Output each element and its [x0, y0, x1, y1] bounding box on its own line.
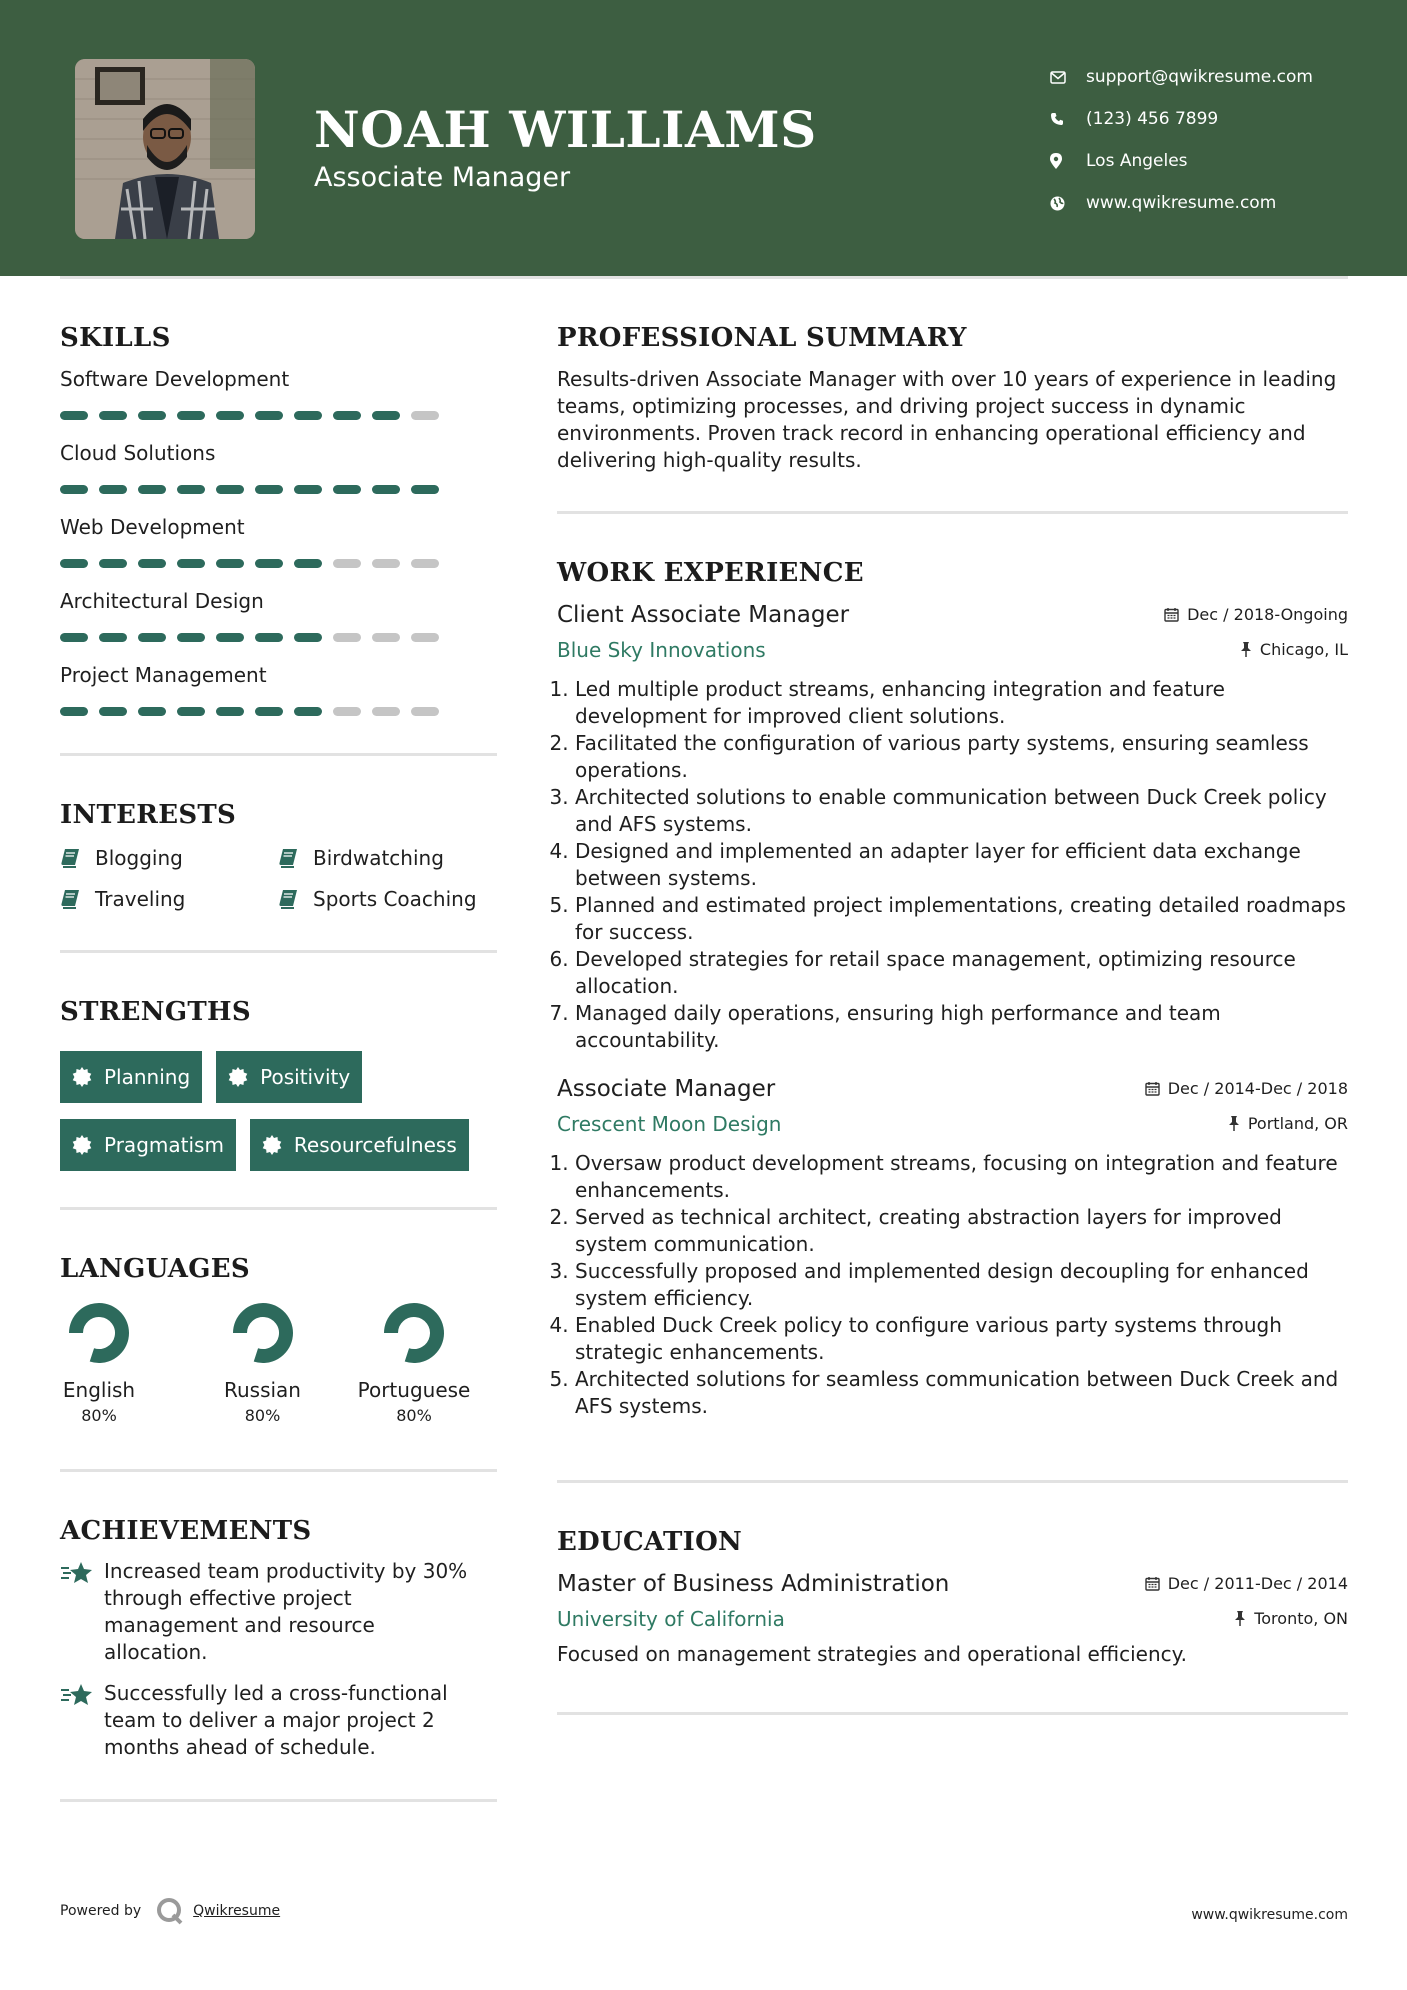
experience-section [557, 514, 1348, 1420]
footer-website[interactable]: www.qwikresume.com [1191, 1907, 1348, 1923]
skill-level-segment [177, 411, 205, 420]
skill-level-segment [138, 485, 166, 494]
skill-level-segment [294, 411, 322, 420]
skill-level-segment [372, 633, 400, 642]
footer-branding [60, 1896, 280, 1926]
degree-name: Master of Business Administration [557, 1571, 950, 1597]
language-percent: 80% [396, 1406, 432, 1425]
qwikresume-logo-icon [155, 1896, 185, 1926]
skill-level-segment [177, 707, 205, 716]
education-subheader [557, 1607, 1348, 1631]
strengths-title: STRENGTHS [60, 997, 251, 1027]
language-progress-ring [68, 1302, 130, 1364]
job-point: 6. Developed strategies for retail space management, optimizing resource allocation. [575, 946, 1348, 1000]
skill-level-segment [255, 411, 283, 420]
skill-level-segment [177, 485, 205, 494]
strength-label: Planning [104, 1065, 191, 1089]
powered-by-label: Powered by [60, 1903, 142, 1919]
interest-item [60, 846, 278, 870]
contact-list [1050, 56, 1390, 224]
summary-title: PROFESSIONAL SUMMARY [557, 323, 967, 353]
contact-location [1050, 140, 1390, 182]
skill-level-segment [255, 559, 283, 568]
job-dates-text: Dec / 2018-Ongoing [1187, 605, 1348, 624]
job-title: Associate Manager [557, 1076, 776, 1102]
skill-level-segment [99, 707, 127, 716]
skill-level-segment [372, 559, 400, 568]
job-dates-text: Dec / 2014-Dec / 2018 [1167, 1079, 1348, 1098]
contact-phone[interactable] [1050, 98, 1390, 140]
interest-item [60, 887, 278, 911]
languages-list [60, 1302, 497, 1425]
skill-level-segment [372, 485, 400, 494]
skill-level-segment [99, 633, 127, 642]
job-title: Client Associate Manager [557, 602, 850, 628]
strength-tag [60, 1051, 202, 1103]
interest-label: Blogging [95, 846, 183, 870]
skill-level-segment [333, 485, 361, 494]
skill-level-segment [294, 707, 322, 716]
language-progress-arc [240, 1310, 286, 1356]
languages-title: LANGUAGES [60, 1254, 250, 1284]
language-percent: 80% [81, 1406, 117, 1425]
skill-level-segment [216, 411, 244, 420]
language-item [60, 1302, 138, 1425]
strength-tag [60, 1119, 236, 1171]
skill-level-segment [216, 485, 244, 494]
badge-icon [262, 1135, 294, 1155]
skill-level-segment [99, 485, 127, 494]
education-description: Focused on management strategies and operational efficiency. [557, 1642, 1187, 1666]
education-section [557, 1483, 1348, 1668]
skill-level-segment [60, 707, 88, 716]
skill-level-segment [294, 485, 322, 494]
language-name: Portuguese [357, 1378, 471, 1402]
candidate-name: NOAH WILLIAMS [314, 100, 817, 159]
strength-tag [250, 1119, 469, 1171]
strength-tag [216, 1051, 362, 1103]
achievement-item [60, 1680, 497, 1761]
education-location [1234, 1609, 1348, 1628]
language-name: Russian [223, 1378, 301, 1402]
company-name: Blue Sky Innovations [557, 638, 766, 662]
skill-level-segment [333, 633, 361, 642]
skill-name: Software Development [60, 367, 290, 391]
star-award-icon [60, 1680, 104, 1761]
skill-level-segment [60, 633, 88, 642]
badge-icon [72, 1067, 104, 1087]
profile-photo [75, 59, 255, 239]
interest-label: Sports Coaching [313, 887, 477, 911]
interest-item [278, 887, 496, 911]
skill-level-segment [177, 559, 205, 568]
job-point: 1. Oversaw product development streams, focusing on integration and feature enhancements. [575, 1150, 1348, 1204]
job-location [1228, 1114, 1348, 1133]
skill-level-segment [216, 707, 244, 716]
calendar-icon [1145, 1081, 1160, 1096]
education-dates-text: Dec / 2011-Dec / 2014 [1167, 1574, 1348, 1593]
language-progress-arc [76, 1310, 122, 1356]
job-point: 2. Facilitated the configuration of various party systems, ensuring seamless operations. [575, 730, 1348, 784]
summary-section [557, 276, 1348, 474]
experience-title: WORK EXPERIENCE [557, 558, 864, 588]
skill-level-segment [294, 559, 322, 568]
skill-level-segment [138, 707, 166, 716]
skill-level-bar [60, 633, 497, 643]
achievement-text: Increased team productivity by 30% through effective project management and resource allocation. [104, 1559, 468, 1664]
skill-name: Web Development [60, 515, 245, 539]
skill-level-segment [255, 707, 283, 716]
skills-section [60, 276, 497, 717]
skill-level-bar [60, 411, 497, 421]
skill-level-segment [99, 411, 127, 420]
pushpin-icon [1240, 642, 1252, 657]
map-pin-icon [1050, 153, 1086, 169]
pushpin-icon [1228, 1116, 1240, 1131]
job-location-text: Portland, OR [1247, 1114, 1348, 1133]
envelope-icon [1050, 71, 1086, 84]
job-header [557, 602, 1348, 628]
skill-level-bar [60, 559, 497, 569]
skill-name: Project Management [60, 663, 267, 687]
languages-section [60, 1210, 497, 1425]
education-dates [1145, 1574, 1348, 1593]
job-point: 5. Architected solutions for seamless communication between Duck Creek and AFS systems. [575, 1366, 1348, 1420]
language-item [349, 1302, 479, 1425]
job-point: 4. Designed and implemented an adapter layer for efficient data exchange between systems. [575, 838, 1348, 892]
skill-level-segment [372, 707, 400, 716]
skill-level-segment [255, 485, 283, 494]
contact-website-text: www.qwikresume.com [1086, 193, 1277, 213]
skill-level-segment [411, 485, 439, 494]
book-icon [278, 848, 313, 868]
contact-email[interactable] [1050, 56, 1390, 98]
contact-location-text: Los Angeles [1086, 151, 1188, 171]
star-award-icon [60, 1558, 104, 1666]
school-name: University of California [557, 1607, 785, 1631]
skill-level-segment [99, 559, 127, 568]
job-point: 2. Served as technical architect, creating abstraction layers for improved system communication. [575, 1204, 1348, 1258]
skill-level-segment [60, 411, 88, 420]
strength-label: Pragmatism [104, 1133, 224, 1157]
education-title: EDUCATION [557, 1527, 743, 1557]
job-point: 1. Led multiple product streams, enhancing integration and feature development for improved client solutions. [575, 676, 1348, 730]
skill-level-segment [138, 559, 166, 568]
skill-name: Architectural Design [60, 589, 264, 613]
job-subheader [557, 638, 1348, 662]
section-divider [60, 1799, 497, 1802]
job-entry [557, 602, 1348, 1054]
language-percent: 80% [244, 1406, 281, 1425]
job-dates [1164, 605, 1348, 624]
language-progress-arc [391, 1310, 437, 1356]
summary-text: Results-driven Associate Manager with over 10 years of experience in leading teams, optimizing processes, and driving project success in dynamic environments. Proven track record in enhancing operational efficiency and delivering high-quality results. [557, 367, 1337, 472]
interest-label: Traveling [95, 887, 186, 911]
right-column [557, 276, 1348, 1715]
interests-title: INTERESTS [60, 800, 237, 830]
candidate-title: Associate Manager [314, 162, 571, 193]
calendar-icon [1164, 607, 1179, 622]
pushpin-icon [1234, 1611, 1246, 1626]
contact-website[interactable] [1050, 182, 1390, 224]
achievement-item [60, 1558, 497, 1666]
section-divider [557, 1712, 1348, 1715]
qwikresume-link[interactable]: Qwikresume [193, 1903, 281, 1919]
skill-level-segment [333, 707, 361, 716]
strengths-list [60, 1051, 497, 1171]
achievement-text: Successfully led a cross-functional team to deliver a major project 2 months ahead of schedule. [104, 1681, 448, 1759]
job-points [557, 676, 1348, 1054]
skill-level-segment [372, 411, 400, 420]
skill-level-segment [333, 411, 361, 420]
job-location [1240, 640, 1348, 659]
skills-title: SKILLS [60, 323, 171, 353]
contact-email-text: support@qwikresume.com [1086, 67, 1313, 87]
skill-level-segment [60, 485, 88, 494]
resume-header [0, 0, 1407, 276]
book-icon [60, 889, 95, 909]
job-point: 3. Architected solutions to enable communication between Duck Creek policy and AFS systems. [575, 784, 1348, 838]
job-point: 7. Managed daily operations, ensuring high performance and team accountability. [575, 1000, 1348, 1054]
language-item [206, 1302, 319, 1425]
skill-level-segment [255, 633, 283, 642]
contact-phone-text: (123) 456 7899 [1086, 109, 1219, 129]
skill-level-segment [138, 411, 166, 420]
skill-level-bar [60, 707, 497, 717]
skill-level-segment [216, 633, 244, 642]
job-point: 5. Planned and estimated project implementations, creating detailed roadmaps for success. [575, 892, 1348, 946]
book-icon [278, 889, 313, 909]
job-header [557, 1076, 1348, 1102]
language-progress-ring [232, 1302, 294, 1364]
strength-label: Resourcefulness [293, 1133, 457, 1157]
strengths-section [60, 953, 497, 1171]
job-point: 4. Enabled Duck Creek policy to configure various party systems through strategic enhancements. [575, 1312, 1348, 1366]
job-subheader [557, 1112, 1348, 1136]
badge-icon [72, 1135, 104, 1155]
skills-list [60, 367, 497, 717]
book-icon [60, 848, 95, 868]
calendar-icon [1145, 1576, 1160, 1591]
job-points [557, 1150, 1348, 1420]
left-column [60, 276, 497, 1802]
strength-label: Positivity [260, 1065, 351, 1089]
interests-list [60, 846, 497, 911]
globe-icon [1050, 196, 1086, 211]
job-point: 3. Successfully proposed and implemented design decoupling for enhanced system efficiency. [575, 1258, 1348, 1312]
skill-level-segment [411, 559, 439, 568]
education-header [557, 1571, 1348, 1597]
interests-section [60, 756, 497, 911]
skill-level-segment [411, 633, 439, 642]
job-dates [1145, 1079, 1348, 1098]
skill-level-segment [294, 633, 322, 642]
achievements-title: ACHIEVEMENTS [60, 1516, 312, 1546]
skill-level-segment [177, 633, 205, 642]
interest-label: Birdwatching [313, 846, 444, 870]
language-progress-ring [383, 1302, 445, 1364]
interest-item [278, 846, 496, 870]
language-name: English [62, 1378, 136, 1402]
skill-level-segment [216, 559, 244, 568]
company-name: Crescent Moon Design [557, 1112, 782, 1136]
skill-level-segment [138, 633, 166, 642]
skill-level-segment [411, 707, 439, 716]
job-location-text: Chicago, IL [1259, 640, 1348, 659]
education-location-text: Toronto, ON [1254, 1609, 1348, 1628]
achievements-section [60, 1472, 497, 1761]
skill-level-segment [60, 559, 88, 568]
skill-name: Cloud Solutions [60, 441, 216, 465]
job-entry [557, 1076, 1348, 1420]
skill-level-segment [411, 411, 439, 420]
badge-icon [228, 1067, 260, 1087]
skill-level-bar [60, 485, 497, 495]
skill-level-segment [333, 559, 361, 568]
phone-icon [1050, 112, 1086, 126]
